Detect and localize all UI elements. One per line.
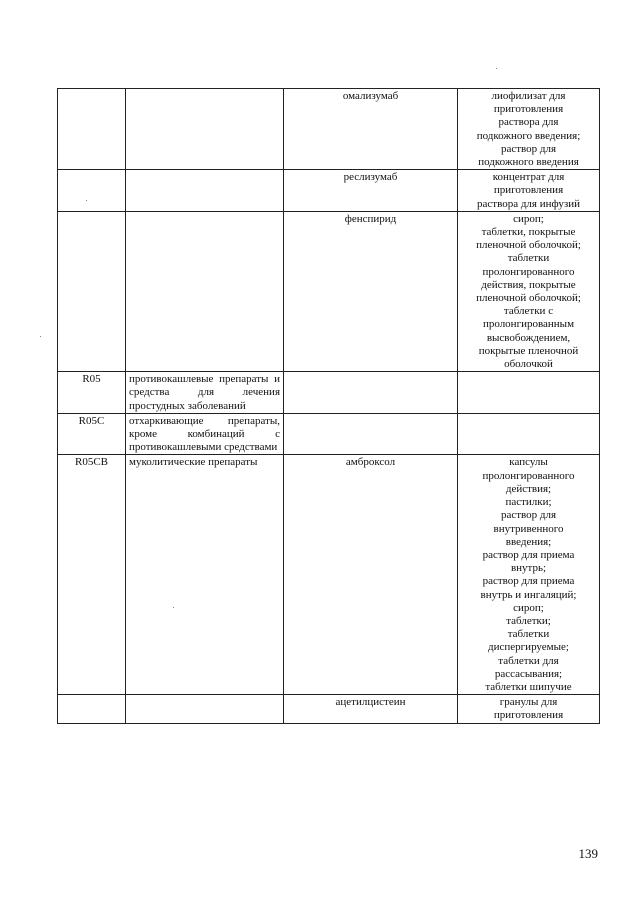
dosage-form-line: высвобождением, [486, 331, 571, 344]
table-row [58, 170, 600, 212]
dosage-forms-cell [458, 89, 600, 170]
dosage-form-line: внутрь; [510, 562, 547, 575]
dosage-form-line: подкожного введения; [476, 129, 581, 142]
table-row [58, 455, 600, 695]
anatomical-group-cell [126, 89, 284, 170]
anatomical-group-cell: отхаркивающие препараты, кроме комбинаций с противокашлевыми средствами [126, 413, 284, 455]
dosage-forms-cell [458, 372, 600, 414]
drug-name-cell: амброксол [284, 455, 458, 695]
dosage-form-line: сироп; [513, 601, 544, 614]
atc-code-cell [58, 211, 126, 371]
dosage-form-line: пролонгированным [482, 318, 575, 331]
dosage-form-line: раствор для приема [482, 548, 575, 561]
dosage-form-line: введения; [505, 535, 552, 548]
dosage-form-line: приготовления [493, 184, 564, 197]
dosage-form-line: таблетки [507, 252, 550, 265]
table-row [58, 211, 600, 371]
dosage-form-line: пленочной оболочкой; [476, 239, 581, 252]
dosage-forms-cell [458, 211, 600, 371]
dosage-form-line: покрытые пленочной [478, 344, 579, 357]
atc-code-cell [58, 170, 126, 212]
anatomical-group-cell [126, 211, 284, 371]
table-row [58, 372, 600, 414]
dosage-form-line: таблетки, покрытые [481, 226, 576, 239]
atc-code-cell [58, 89, 126, 170]
table-row [58, 413, 600, 455]
dosage-form-line: пленочной оболочкой; [476, 292, 581, 305]
drug-name-cell [284, 372, 458, 414]
anatomical-group-cell: противокашлевые препараты и средства для лечения простудных заболеваний [126, 372, 284, 414]
dosage-form-line: внутривенного [493, 522, 564, 535]
anatomical-group-cell: муколитические препараты [126, 455, 284, 695]
atc-code-cell: R05C [58, 413, 126, 455]
drug-name-cell: реслизумаб [284, 170, 458, 212]
scan-speck [86, 200, 87, 201]
scan-speck [173, 607, 174, 608]
dosage-form-line: раствор для [500, 509, 557, 522]
scan-speck [40, 336, 41, 337]
dosage-form-line: раствор для приема [482, 575, 575, 588]
registry-table-body [58, 89, 600, 724]
dosage-form-line: подкожного введения [478, 156, 579, 169]
dosage-form-line: приготовления [493, 709, 564, 722]
dosage-form-line: таблетки с [503, 305, 554, 318]
scan-speck [496, 68, 497, 69]
dosage-form-line: диспергируемые; [488, 641, 569, 654]
dosage-form-line: пролонгированного [482, 469, 575, 482]
dosage-forms-cell [458, 413, 600, 455]
dosage-form-line: таблетки для [498, 654, 559, 667]
dosage-forms-cell [458, 695, 600, 723]
dosage-form-line: таблетки шипучие [485, 680, 572, 693]
dosage-forms-cell [458, 170, 600, 212]
dosage-form-line: действия, покрытые [481, 278, 576, 291]
dosage-form-line: таблетки; [506, 614, 551, 627]
drug-name-cell: омализумаб [284, 89, 458, 170]
atc-code-cell [58, 695, 126, 723]
anatomical-group-cell [126, 170, 284, 212]
anatomical-group-cell [126, 695, 284, 723]
dosage-form-line: раствор для [500, 142, 557, 155]
page-number: 139 [578, 846, 598, 861]
dosage-forms-cell [458, 455, 600, 695]
drug-registry-table [57, 88, 600, 724]
dosage-form-line: пролонгированного [482, 265, 575, 278]
dosage-form-line: капсулы [509, 456, 548, 469]
dosage-form-line: гранулы для [499, 696, 558, 709]
drug-name-cell: ацетилцистеин [284, 695, 458, 723]
atc-code-cell: R05 [58, 372, 126, 414]
dosage-form-line: рассасывания; [494, 667, 563, 680]
dosage-form-line: пастилки; [505, 496, 552, 509]
dosage-form-line: внутрь и ингаляций; [480, 588, 577, 601]
atc-code-cell: R05CB [58, 455, 126, 695]
drug-name-cell: фенспирид [284, 211, 458, 371]
dosage-form-line: приготовления [493, 103, 564, 116]
table-row [58, 89, 600, 170]
dosage-form-line: сироп; [513, 212, 544, 225]
drug-name-cell [284, 413, 458, 455]
dosage-form-line: раствора для [498, 116, 559, 129]
dosage-form-line: действия; [505, 482, 552, 495]
table-row [58, 695, 600, 723]
dosage-form-line: таблетки [507, 628, 550, 641]
dosage-form-line: оболочкой [504, 358, 553, 371]
dosage-form-line: концентрат для [492, 171, 565, 184]
dosage-form-line: лиофилизат для [491, 90, 566, 102]
dosage-form-line: раствора для инфузий [477, 197, 580, 210]
